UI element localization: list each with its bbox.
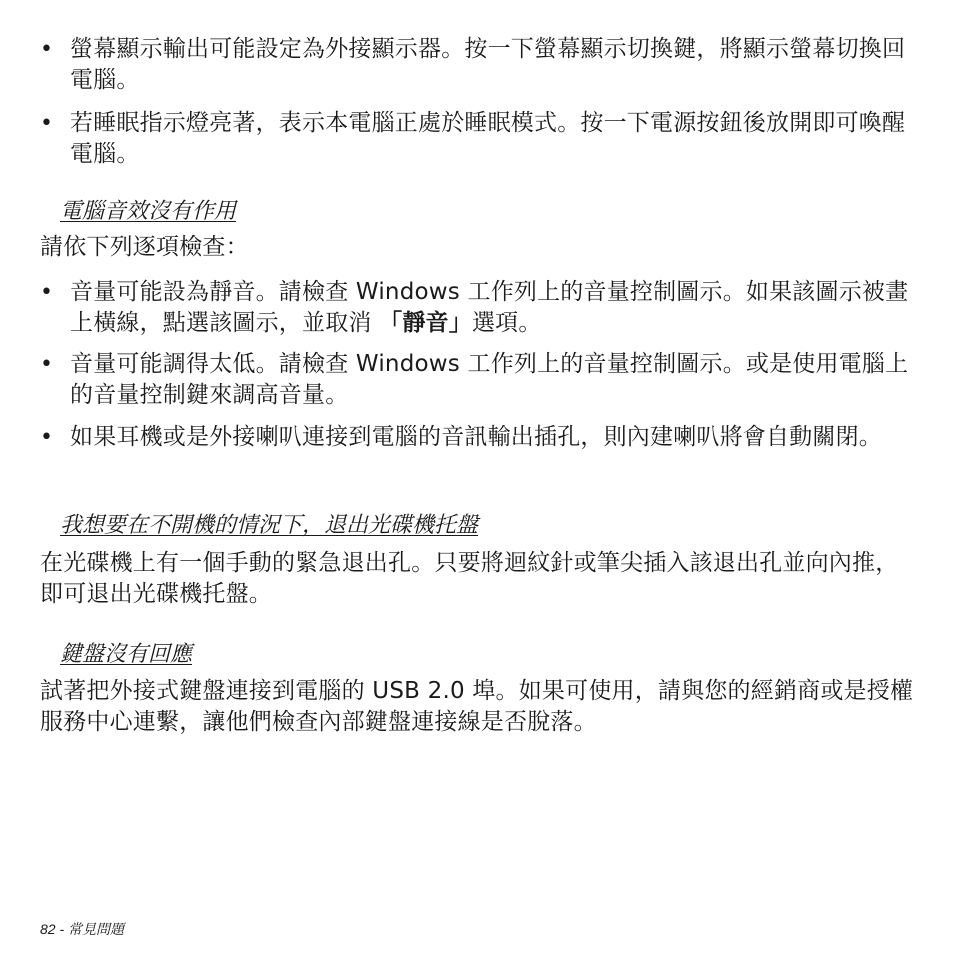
bullet-text: 螢幕顯示輸出可能設定為外接顯示器。按一下螢幕顯示切換鍵，將顯示螢幕切換回電腦。 (70, 36, 906, 93)
section-heading-disc: 我想要在不開機的情況下，退出光碟機托盤 (60, 513, 479, 538)
bullet-icon: • (40, 111, 53, 136)
list-item (40, 108, 920, 170)
list-item (40, 34, 920, 96)
bullet-text: 音量可能調得太低。請檢查 Windows 工作列上的音量控制圖示。或是使用電腦上的音量控制鍵來調高音量。 (70, 351, 909, 408)
bullet-text (70, 277, 920, 339)
section-heading-audio: 電腦音效沒有作用 (60, 199, 237, 224)
bullet-text-suffix: 選項。 (471, 310, 542, 336)
section-heading-keyboard: 鍵盤沒有回應 (60, 642, 193, 667)
audio-intro: 請依下列逐項檢查： (40, 234, 249, 260)
bullet-text-prefix: 音量可能設為靜音。請檢查 Windows 工作列上的音量控制圖示。如果該圖示被畫上橫線，點選該圖示，並取消 (70, 279, 909, 336)
keyboard-text: 試著把外接式鍵盤連接到電腦的 USB 2.0 埠。如果可使用，請與您的經銷商或是授權服務中心連繫，讓他們檢查內部鍵盤連接線是否脫落。 (40, 678, 914, 735)
list-item (40, 277, 920, 339)
bullet-text: 如果耳機或是外接喇叭連接到電腦的音訊輸出插孔，則內建喇叭將會自動關閉。 (70, 424, 882, 450)
page-footer: 82 - 常見問題 (40, 921, 125, 937)
list-item (40, 349, 920, 411)
list-item (40, 422, 920, 453)
bullet-icon: • (40, 352, 53, 377)
mute-option-label: 「靜音」 (379, 310, 472, 336)
bullet-text: 若睡眠指示燈亮著，表示本電腦正處於睡眠模式。按一下電源按鈕後放開即可喚醒電腦。 (70, 110, 906, 167)
disc-text: 在光碟機上有一個手動的緊急退出孔。只要將迴紋針或筆尖插入該退出孔並向內推，即可退出光碟機托盤。 (40, 550, 899, 607)
bullet-icon: • (40, 280, 53, 305)
bullet-icon: • (40, 425, 53, 450)
bullet-icon: • (40, 37, 53, 62)
